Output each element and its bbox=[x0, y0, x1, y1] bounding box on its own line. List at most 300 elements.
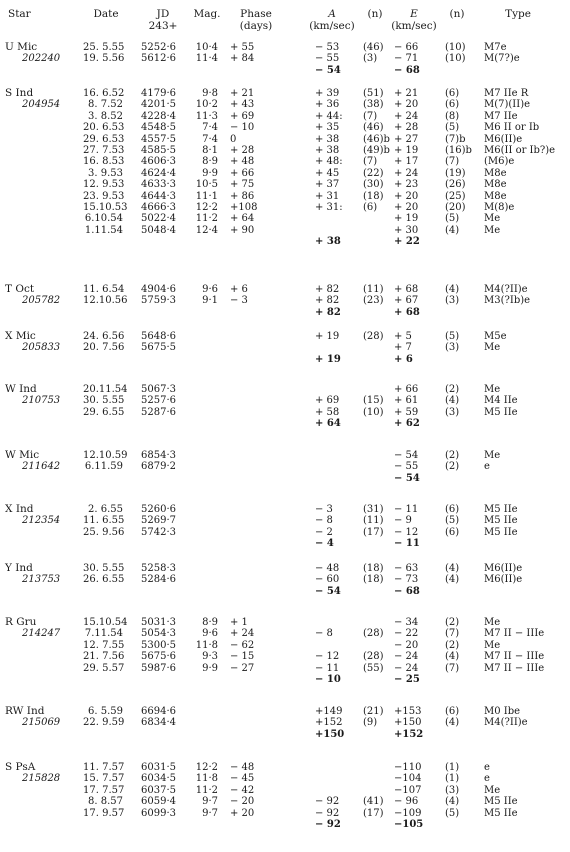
spectral-type-cell: M7e bbox=[484, 42, 507, 53]
star-name: X Ind bbox=[5, 503, 34, 515]
jd-cell: 6099·3 bbox=[141, 807, 176, 819]
spectral-type-cell: M5 IIe bbox=[484, 406, 518, 418]
spectral-type-cell: M6(II)e bbox=[484, 133, 523, 145]
mean-row bbox=[0, 819, 570, 830]
col-header-jd: JD 243+ bbox=[148, 8, 178, 32]
mag-cell: 11·3 bbox=[195, 110, 218, 122]
velocity-e-cell: − 63 bbox=[394, 563, 419, 574]
n-e-cell: (7) bbox=[445, 662, 460, 674]
hd-number: 213753 bbox=[22, 574, 61, 586]
phase-cell: + 55 bbox=[230, 42, 255, 53]
star-group bbox=[0, 617, 570, 685]
velocity-e-cell: − 54 bbox=[394, 450, 419, 461]
star-name: X Mic bbox=[5, 330, 36, 342]
jd-cell: 4548·5 bbox=[141, 122, 176, 134]
date-cell: 3. 8.52 bbox=[88, 110, 123, 122]
n-e-cell: (19) bbox=[445, 167, 466, 179]
velocity-e-cell: + 22 bbox=[394, 236, 420, 248]
velocity-a-cell: + 19 bbox=[315, 331, 340, 342]
n-e-cell: (20) bbox=[445, 201, 466, 213]
n-a-cell: (46) bbox=[363, 42, 384, 53]
spectral-type-cell: M5 IIe bbox=[484, 807, 518, 819]
phase-cell: + 86 bbox=[230, 190, 255, 202]
mag-cell: 7·4 bbox=[202, 133, 218, 145]
jd-cell: 5257·6 bbox=[141, 395, 176, 407]
mag-cell: 9·6 bbox=[202, 284, 218, 295]
jd-cell: 5675·5 bbox=[141, 342, 176, 354]
table-row bbox=[0, 284, 570, 295]
jd-cell: 6037·5 bbox=[141, 784, 176, 796]
table-row bbox=[0, 515, 570, 526]
velocity-a-cell: − 54 bbox=[315, 64, 341, 76]
hd-number: 204954 bbox=[22, 99, 61, 111]
n-a-cell: (21) bbox=[363, 706, 384, 717]
spectral-type-cell: M8e bbox=[484, 167, 507, 179]
n-a-cell: (41) bbox=[363, 796, 384, 808]
n-e-cell: (6) bbox=[445, 706, 460, 717]
jd-cell: 4644·3 bbox=[141, 190, 176, 202]
col-header-mag: Mag. bbox=[193, 8, 221, 20]
mag-cell: 11·2 bbox=[195, 213, 218, 225]
phase-cell: − 10 bbox=[230, 122, 255, 134]
phase-cell: − 20 bbox=[230, 796, 255, 808]
velocity-e-cell: −104 bbox=[394, 773, 422, 785]
mean-row bbox=[0, 586, 570, 597]
date-cell: 17. 9.57 bbox=[83, 807, 125, 819]
date-cell: 20.11.54 bbox=[83, 384, 128, 395]
jd-cell: 6034·5 bbox=[141, 773, 176, 785]
date-cell: 6.11.59 bbox=[84, 461, 123, 473]
date-cell: 11. 6.55 bbox=[83, 515, 125, 527]
velocity-e-cell: − 34 bbox=[394, 617, 419, 628]
mag-cell: 9·1 bbox=[202, 295, 218, 307]
jd-cell: 5054·3 bbox=[141, 628, 176, 640]
jd-cell: 5252·6 bbox=[141, 42, 176, 53]
velocity-e-cell: − 73 bbox=[394, 574, 419, 586]
spectral-type-cell: M(7)(II)e bbox=[484, 99, 531, 111]
jd-cell: 4606·3 bbox=[141, 156, 176, 168]
col-header-e: E (km/sec) bbox=[391, 8, 437, 32]
n-e-cell: (4) bbox=[445, 574, 460, 586]
date-cell: 30. 5.55 bbox=[83, 563, 125, 574]
table-row bbox=[0, 225, 570, 236]
jd-cell: 5648·6 bbox=[141, 331, 176, 342]
n-e-cell: (4) bbox=[445, 717, 460, 729]
n-a-cell: (28) bbox=[363, 628, 384, 640]
spectral-type-cell: M7 II − IIIe bbox=[484, 628, 545, 640]
star-group bbox=[0, 563, 570, 597]
table-row bbox=[0, 342, 570, 353]
mag-cell: 11·8 bbox=[195, 639, 218, 651]
jd-cell: 6694·6 bbox=[141, 706, 176, 717]
mean-row bbox=[0, 538, 570, 549]
phase-cell: + 75 bbox=[230, 179, 255, 191]
velocity-e-cell: − 68 bbox=[394, 585, 420, 597]
velocity-e-cell: + 67 bbox=[394, 295, 419, 307]
jd-cell: 4557·5 bbox=[141, 133, 176, 145]
n-a-cell: (30) bbox=[363, 179, 384, 191]
table-row bbox=[0, 527, 570, 538]
n-a-cell: (46) bbox=[363, 122, 384, 134]
jd-cell: 5675·6 bbox=[141, 651, 176, 663]
date-cell: 30. 5.55 bbox=[83, 395, 125, 407]
jd-cell: 6059·4 bbox=[141, 796, 176, 808]
date-cell: 29. 5.57 bbox=[83, 662, 125, 674]
jd-cell: 5987·6 bbox=[141, 662, 176, 674]
phase-cell: − 3 bbox=[230, 295, 248, 307]
n-a-cell: (7) bbox=[363, 110, 378, 122]
table-row bbox=[0, 156, 570, 167]
jd-cell: 4666·3 bbox=[141, 201, 176, 213]
n-e-cell: (4) bbox=[445, 796, 460, 808]
velocity-a-cell: − 8 bbox=[315, 515, 333, 527]
velocity-e-cell: + 66 bbox=[394, 384, 419, 395]
velocity-a-cell: − 3 bbox=[315, 504, 333, 515]
spectral-type-cell: Me bbox=[484, 450, 501, 461]
velocity-a-cell: − 11 bbox=[315, 662, 340, 674]
velocity-e-cell: + 19 bbox=[394, 213, 419, 225]
spectral-type-cell: M3(?Ib)e bbox=[484, 295, 531, 307]
table-row bbox=[0, 168, 570, 179]
date-cell: 19. 5.56 bbox=[83, 53, 125, 65]
velocity-e-cell: + 27 bbox=[394, 133, 419, 145]
mag-cell: 11·1 bbox=[195, 190, 218, 202]
n-e-cell: (7) bbox=[445, 628, 460, 640]
velocity-e-cell: − 54 bbox=[394, 472, 420, 484]
date-cell: 15.10.53 bbox=[83, 201, 128, 213]
spectral-type-cell: M4 IIe bbox=[484, 395, 518, 407]
date-cell: 21. 7.56 bbox=[83, 651, 125, 663]
velocity-a-cell: − 4 bbox=[315, 538, 334, 550]
n-a-cell: (11) bbox=[363, 284, 384, 295]
velocity-a-cell: + 38 bbox=[315, 144, 340, 156]
date-cell: 16. 8.53 bbox=[83, 156, 125, 168]
spectral-type-cell: e bbox=[484, 461, 490, 473]
velocity-a-cell: − 92 bbox=[315, 796, 340, 808]
star-group bbox=[0, 706, 570, 740]
velocity-e-cell: − 11 bbox=[394, 538, 420, 550]
n-a-cell: (9) bbox=[363, 717, 378, 729]
hd-number: 211642 bbox=[22, 461, 61, 473]
table-row bbox=[0, 450, 570, 461]
date-cell: 3. 9.53 bbox=[88, 167, 123, 179]
jd-cell: 6879·2 bbox=[141, 461, 176, 473]
spectral-type-cell: M8e bbox=[484, 190, 507, 202]
velocity-a-cell: + 19 bbox=[315, 353, 341, 365]
phase-cell: + 6 bbox=[230, 284, 248, 295]
velocity-e-cell: +150 bbox=[394, 717, 422, 729]
spectral-type-cell: Me bbox=[484, 617, 501, 628]
n-e-cell: (8) bbox=[445, 110, 460, 122]
mag-cell: 9·3 bbox=[202, 651, 218, 663]
velocity-a-cell: + 45 bbox=[315, 167, 340, 179]
velocity-a-cell: + 82 bbox=[315, 306, 341, 318]
table-row bbox=[0, 145, 570, 156]
jd-cell: 5287·6 bbox=[141, 406, 176, 418]
n-a-cell: (38) bbox=[363, 99, 384, 111]
table-row bbox=[0, 134, 570, 145]
n-e-cell: (3) bbox=[445, 406, 460, 418]
date-cell: 24. 6.56 bbox=[83, 331, 125, 342]
velocity-a-cell: +150 bbox=[315, 728, 345, 740]
star-name: Y Ind bbox=[5, 562, 33, 574]
date-cell: 1.11.54 bbox=[84, 224, 123, 236]
velocity-e-cell: − 9 bbox=[394, 515, 412, 527]
jd-cell: 6834·4 bbox=[141, 717, 176, 729]
velocity-a-cell: + 38 bbox=[315, 133, 340, 145]
jd-cell: 4585·5 bbox=[141, 144, 176, 156]
n-e-cell: (6) bbox=[445, 526, 460, 538]
phase-cell: + 28 bbox=[230, 144, 255, 156]
table-row bbox=[0, 796, 570, 807]
hd-number: 205782 bbox=[22, 295, 61, 307]
spectral-type-cell: M(7?)e bbox=[484, 53, 520, 65]
n-e-cell: (2) bbox=[445, 384, 460, 395]
jd-cell: 5300·5 bbox=[141, 639, 176, 651]
spectral-type-cell: M0 Ibe bbox=[484, 706, 521, 717]
star-name: S PsA bbox=[5, 761, 36, 773]
date-cell: 20. 6.53 bbox=[83, 122, 125, 134]
phase-cell: + 90 bbox=[230, 224, 255, 236]
mag-cell: 9·7 bbox=[202, 807, 218, 819]
spectral-type-cell: M7 IIe R bbox=[484, 88, 529, 99]
date-cell: 11. 6.54 bbox=[83, 284, 125, 295]
mag-cell: 12·2 bbox=[195, 201, 218, 213]
star-name: U Mic bbox=[5, 41, 38, 53]
velocity-a-cell: +152 bbox=[315, 717, 343, 729]
n-a-cell: (17) bbox=[363, 807, 384, 819]
phase-cell: − 27 bbox=[230, 662, 255, 674]
table-row bbox=[0, 53, 570, 64]
n-a-cell: (11) bbox=[363, 515, 384, 527]
n-e-cell: (2) bbox=[445, 639, 460, 651]
table-row bbox=[0, 99, 570, 110]
velocity-e-cell: − 68 bbox=[394, 64, 420, 76]
star-group bbox=[0, 384, 570, 430]
velocity-e-cell: + 7 bbox=[394, 342, 412, 354]
velocity-a-cell: + 69 bbox=[315, 395, 340, 407]
date-cell: 16. 6.52 bbox=[83, 88, 125, 99]
table-row bbox=[0, 628, 570, 639]
n-a-cell: (15) bbox=[363, 395, 384, 407]
velocity-a-cell: − 10 bbox=[315, 673, 341, 685]
date-cell: 12. 7.55 bbox=[83, 639, 125, 651]
phase-cell: − 15 bbox=[230, 651, 255, 663]
velocity-e-cell: −107 bbox=[394, 784, 422, 796]
jd-cell: 5048·4 bbox=[141, 224, 176, 236]
phase-cell: − 48 bbox=[230, 762, 255, 773]
velocity-e-cell: + 24 bbox=[394, 110, 419, 122]
velocity-e-cell: + 5 bbox=[394, 331, 412, 342]
col-header-type: Type bbox=[505, 8, 531, 20]
date-cell: 27. 7.53 bbox=[83, 144, 125, 156]
velocity-e-cell: + 28 bbox=[394, 122, 419, 134]
spectral-type-cell: M6(II)e bbox=[484, 574, 523, 586]
spectral-type-cell: M(8)e bbox=[484, 201, 515, 213]
velocity-a-cell: + 31: bbox=[315, 201, 343, 213]
spectral-type-cell: M4(?II)e bbox=[484, 717, 528, 729]
spectral-type-cell: Me bbox=[484, 213, 501, 225]
velocity-e-cell: + 6 bbox=[394, 353, 413, 365]
date-cell: 29. 6.55 bbox=[83, 406, 125, 418]
velocity-e-cell: − 96 bbox=[394, 796, 419, 808]
velocity-e-cell: −110 bbox=[394, 762, 422, 773]
table-row bbox=[0, 617, 570, 628]
table-row bbox=[0, 384, 570, 395]
table-row bbox=[0, 504, 570, 515]
spectral-type-cell: M8e bbox=[484, 179, 507, 191]
n-a-cell: (7) bbox=[363, 156, 378, 168]
velocity-e-cell: +153 bbox=[394, 706, 422, 717]
table-row bbox=[0, 461, 570, 472]
star-name: RW Ind bbox=[5, 705, 45, 717]
mean-row bbox=[0, 473, 570, 484]
date-cell: 8. 7.52 bbox=[88, 99, 123, 111]
n-e-cell: (10) bbox=[445, 42, 466, 53]
mag-cell: 11·2 bbox=[195, 784, 218, 796]
star-group bbox=[0, 504, 570, 550]
hd-number: 205833 bbox=[22, 342, 61, 354]
velocity-e-cell: + 59 bbox=[394, 406, 419, 418]
mag-cell: 9·9 bbox=[202, 167, 218, 179]
date-cell: 15. 7.57 bbox=[83, 773, 125, 785]
velocity-a-cell: + 35 bbox=[315, 122, 340, 134]
n-e-cell: (6) bbox=[445, 99, 460, 111]
hd-number: 202240 bbox=[22, 53, 61, 65]
n-e-cell: (7) bbox=[445, 156, 460, 168]
spectral-type-cell: M6(II or Ib?)e bbox=[484, 144, 556, 156]
n-e-cell: (6) bbox=[445, 504, 460, 515]
velocity-e-cell: + 23 bbox=[394, 179, 419, 191]
n-e-cell: (1) bbox=[445, 762, 460, 773]
velocity-e-cell: + 17 bbox=[394, 156, 419, 168]
date-cell: 6.10.54 bbox=[84, 213, 123, 225]
velocity-e-cell: − 55 bbox=[394, 461, 419, 473]
jd-cell: 6854·3 bbox=[141, 450, 176, 461]
phase-cell: + 1 bbox=[230, 617, 248, 628]
n-a-cell: (28) bbox=[363, 331, 384, 342]
velocity-e-cell: − 66 bbox=[394, 42, 419, 53]
spectral-type-cell: e bbox=[484, 773, 490, 785]
jd-cell: 4179·6 bbox=[141, 88, 176, 99]
date-cell: 12. 9.53 bbox=[83, 179, 125, 191]
velocity-a-cell: + 48: bbox=[315, 156, 343, 168]
mag-cell: 9·8 bbox=[202, 88, 218, 99]
velocity-a-cell: + 38 bbox=[315, 236, 341, 248]
mag-cell: 10·4 bbox=[195, 42, 218, 53]
phase-cell: + 48 bbox=[230, 156, 255, 168]
velocity-e-cell: + 62 bbox=[394, 418, 420, 430]
phase-cell: 0 bbox=[230, 133, 237, 145]
date-cell: 12.10.56 bbox=[83, 295, 128, 307]
table-row bbox=[0, 773, 570, 784]
table-row bbox=[0, 717, 570, 728]
mag-cell: 12·4 bbox=[195, 224, 218, 236]
table-row bbox=[0, 331, 570, 342]
mag-cell: 10·2 bbox=[195, 99, 218, 111]
velocity-e-cell: − 25 bbox=[394, 673, 420, 685]
date-cell: 8. 8.57 bbox=[88, 796, 123, 808]
star-name: W Mic bbox=[5, 449, 40, 461]
phase-cell: + 64 bbox=[230, 213, 255, 225]
phase-cell: + 69 bbox=[230, 110, 255, 122]
table-row bbox=[0, 563, 570, 574]
mean-row bbox=[0, 729, 570, 740]
table-row bbox=[0, 663, 570, 674]
jd-cell: 4201·5 bbox=[141, 99, 176, 111]
spectral-type-cell: M5e bbox=[484, 331, 507, 342]
velocity-e-cell: −109 bbox=[394, 807, 422, 819]
n-a-cell: (18) bbox=[363, 574, 384, 586]
n-e-cell: (7)b bbox=[445, 133, 466, 145]
velocity-e-cell: + 19 bbox=[394, 144, 419, 156]
date-cell: 29. 6.53 bbox=[83, 133, 125, 145]
n-a-cell: (55) bbox=[363, 662, 384, 674]
date-cell: 22. 9.59 bbox=[83, 717, 125, 729]
n-e-cell: (5) bbox=[445, 331, 460, 342]
jd-cell: 5284·6 bbox=[141, 574, 176, 586]
spectral-type-cell: (M6)e bbox=[484, 156, 515, 168]
date-cell: 15.10.54 bbox=[83, 617, 128, 628]
n-e-cell: (2) bbox=[445, 450, 460, 461]
spectral-type-cell: M5 IIe bbox=[484, 515, 518, 527]
mag-cell: 11·8 bbox=[195, 773, 218, 785]
star-name: S Ind bbox=[5, 87, 34, 99]
velocity-a-cell: + 58 bbox=[315, 406, 340, 418]
spectral-type-cell: Me bbox=[484, 342, 501, 354]
spectral-type-cell: M7 II − IIIe bbox=[484, 651, 545, 663]
jd-cell: 5067·3 bbox=[141, 384, 176, 395]
jd-cell: 5031·3 bbox=[141, 617, 176, 628]
n-a-cell: (28) bbox=[363, 651, 384, 663]
phase-cell: + 20 bbox=[230, 807, 255, 819]
jd-cell: 5742·3 bbox=[141, 526, 176, 538]
n-a-cell: (18) bbox=[363, 190, 384, 202]
date-cell: 20. 7.56 bbox=[83, 342, 125, 354]
spectral-type-cell: M6(II)e bbox=[484, 563, 523, 574]
n-e-cell: (2) bbox=[445, 617, 460, 628]
n-e-cell: (6) bbox=[445, 88, 460, 99]
velocity-a-cell: − 2 bbox=[315, 526, 333, 538]
spectral-type-cell: M7 II − IIIe bbox=[484, 662, 545, 674]
jd-cell: 4624·4 bbox=[141, 167, 176, 179]
phase-cell: + 66 bbox=[230, 167, 255, 179]
phase-cell: + 43 bbox=[230, 99, 255, 111]
velocity-e-cell: +152 bbox=[394, 728, 424, 740]
velocity-a-cell: − 8 bbox=[315, 628, 333, 640]
date-cell: 26. 6.55 bbox=[83, 574, 125, 586]
date-cell: 25. 5.55 bbox=[83, 42, 125, 53]
hd-number: 215828 bbox=[22, 773, 61, 785]
spectral-type-cell: Me bbox=[484, 784, 501, 796]
n-e-cell: (4) bbox=[445, 395, 460, 407]
jd-cell: 5269·7 bbox=[141, 515, 176, 527]
jd-cell: 6031·5 bbox=[141, 762, 176, 773]
star-group bbox=[0, 284, 570, 318]
table-row bbox=[0, 88, 570, 99]
mean-row bbox=[0, 307, 570, 318]
n-e-cell: (4) bbox=[445, 563, 460, 574]
spectral-type-cell: M5 IIe bbox=[484, 526, 518, 538]
n-e-cell: (25) bbox=[445, 190, 466, 202]
table-row bbox=[0, 191, 570, 202]
n-e-cell: (5) bbox=[445, 122, 460, 134]
velocity-e-cell: + 24 bbox=[394, 167, 419, 179]
date-cell: 2. 6.55 bbox=[88, 504, 123, 515]
col-header-phase: Phase (days) bbox=[239, 8, 273, 32]
jd-cell: 5022·4 bbox=[141, 213, 176, 225]
velocity-e-cell: + 20 bbox=[394, 190, 419, 202]
